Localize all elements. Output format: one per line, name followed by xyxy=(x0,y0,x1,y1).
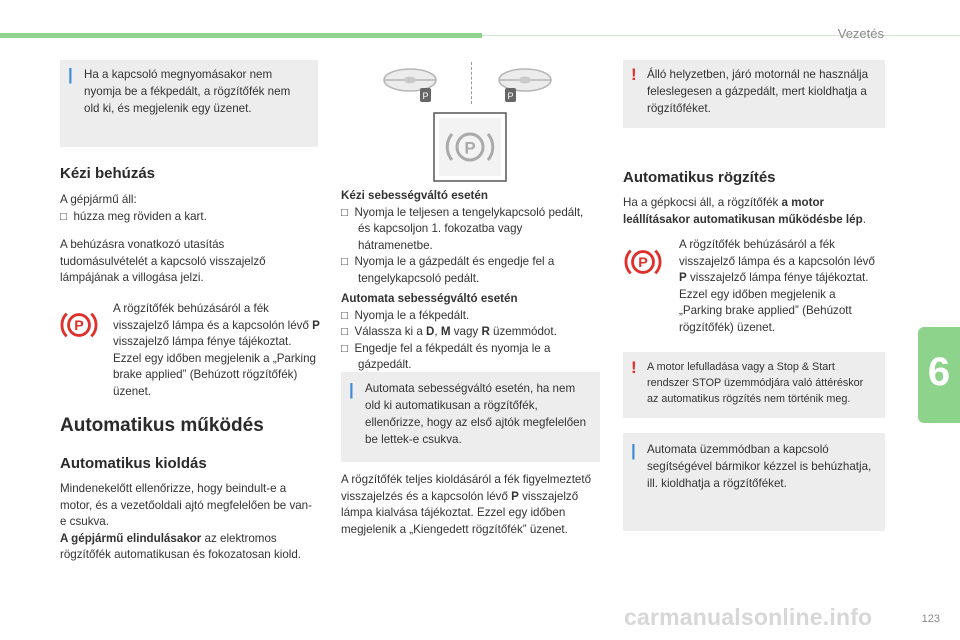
svg-text:P: P xyxy=(507,91,514,101)
page-header-title: Vezetés xyxy=(837,26,884,41)
steering-wheel-left-illustration xyxy=(380,64,450,106)
chapter-color-bar xyxy=(0,33,482,38)
list-item: □ Nyomja le a fékpedált. xyxy=(341,308,470,322)
svg-text:P: P xyxy=(638,255,648,272)
paragraph: Ha a gépkocsi áll, a rögzítőfék a motor leállításakor automatikusan működésbe lép. xyxy=(623,196,866,226)
info-icon: | xyxy=(68,65,73,84)
warning-icon: ! xyxy=(631,358,637,377)
svg-text:P: P xyxy=(74,318,84,335)
warning-note xyxy=(623,60,885,128)
header-rule xyxy=(482,35,960,36)
page-number: 123 xyxy=(921,613,940,625)
paragraph: A behúzásra vonatkozó utasítás tudomásulvételét a kapcsoló visszajelző lámpájának a villogása jelzi. xyxy=(60,238,266,284)
paragraph: A gépjármű áll: □ húzza meg röviden a kart. xyxy=(60,193,207,223)
parking-brake-warning-icon xyxy=(624,243,662,281)
svg-text:P: P xyxy=(464,138,476,158)
info-icon: | xyxy=(631,441,636,460)
release-paragraph: A rögzítőfék teljes kioldásáról a fék figyelmeztető visszajelzés és a kapcsolón lévő P visszajelző lámpa kialvása tájékoztat. Ezzel egy időben megjelenik a „Kiengedett rögzítőfék” üzenet. xyxy=(341,473,592,536)
warning-note-text: Álló helyzetben, járó motornál ne használja feleslegesen a gázpedált, mert kioldhatja a rögzítőféket. xyxy=(647,68,869,115)
illustration-divider xyxy=(471,62,472,104)
bullet-symbol-icon: □ xyxy=(60,209,68,223)
manual-gearbox-block: Kézi sebességváltó esetén □ Nyomja le teljesen a tengelykapcsoló pedált, és kapcsoljon 1. fokozatba vagy hátramenetbe. □ Nyomja le a gázpedált és engedje fel a tengelykapcsoló pedált. xyxy=(341,188,591,287)
main-title-automatic: Automatikus működés xyxy=(60,415,264,436)
bullet-symbol-icon: □ xyxy=(341,205,349,219)
lamp-description: A rögzítőfék behúzásáról a fék visszajelző lámpa és a kapcsolón lévő P visszajelző lámpa fénye tájékoztat. Ezzel egy időben megjelenik a „Parking brake applied” (Behúzott rögzítőfék) üzenet. xyxy=(679,238,875,334)
list-item: □ Nyomja le a gázpedált és engedje fel a tengelykapcsoló pedált. xyxy=(341,255,555,285)
steering-wheel-right-illustration xyxy=(485,64,555,106)
list-item: □ Válassza ki a D, M vagy R üzemmódot. xyxy=(341,325,557,338)
info-note-text: Automata sebességváltó esetén, ha nem old ki automatikusan a rögzítőfék, ellenőrizze, hogy az első ajtók megfelelően be lettek-e csukva. xyxy=(365,382,587,446)
parking-brake-warning-icon xyxy=(60,306,98,344)
info-note-text: Automata üzemmódban a kapcsoló segítségével bármikor kézzel is behúzhatja, ill. kioldhatja a rögzítőféket. xyxy=(647,443,872,490)
chapter-number: 6 xyxy=(927,350,951,394)
bullet-symbol-icon: □ xyxy=(341,325,349,338)
chapter-tab xyxy=(918,327,960,423)
bullet-symbol-icon: □ xyxy=(341,255,349,268)
list-item: □ Nyomja le teljesen a tengelykapcsoló pedált, és kapcsoljon 1. fokozatba vagy hátramenetbe. xyxy=(341,205,584,252)
watermark-text: carmanualsonline.info xyxy=(624,604,873,630)
lamp-description: A rögzítőfék behúzásáról a fék visszajelző lámpa és a kapcsolón lévő P visszajelző lámpa fénye tájékoztat. Ezzel egy időben megjelenik a „Parking brake applied” (Behúzott rögzítőfék) üzenet. xyxy=(113,302,320,398)
paragraph: Mindenekelőtt ellenőrizze, hogy beindult-e a motor, és a vezetőoldali ajtó megfelelően be van-e csukva. A gépjármű elindulásakor az elektromos rögzítőfék automatikusan és fokozatosan kiold. xyxy=(60,482,312,561)
list-item: □ Engedje fel a fékpedált és nyomja le a gázpedált. xyxy=(341,341,551,371)
svg-text:P: P xyxy=(422,91,429,101)
bullet-symbol-icon: □ xyxy=(341,308,349,322)
info-note xyxy=(623,433,885,531)
section-title-manual-apply: Kézi behúzás xyxy=(60,165,156,182)
info-note xyxy=(341,372,600,462)
automatic-gearbox-block: Automata sebességváltó esetén □ Nyomja le a fékpedált. □ Válassza ki a D, M vagy R üzemmódot. □ Engedje fel a fékpedált és nyomja le a gázpedált. xyxy=(341,291,591,374)
section-title-auto-release: Automatikus kioldás xyxy=(60,455,207,472)
warning-icon: ! xyxy=(631,65,637,84)
bullet-symbol-icon: □ xyxy=(341,341,349,355)
parking-brake-switch-icon xyxy=(433,112,507,182)
warning-note-text: A motor lefulladása vagy a Stop & Start rendszer STOP üzemmódjára való áttéréskor az automatikus rögzítés nem történik meg. xyxy=(647,361,864,405)
info-icon: | xyxy=(349,380,354,399)
info-note xyxy=(60,60,318,147)
warning-note xyxy=(623,352,885,418)
section-title-auto-apply: Automatikus rögzítés xyxy=(623,169,776,186)
info-note-text: Ha a kapcsoló megnyomásakor nem nyomja be a fékpedált, a rögzítőfék nem old ki, és megjelenik egy üzenet. xyxy=(84,68,291,115)
